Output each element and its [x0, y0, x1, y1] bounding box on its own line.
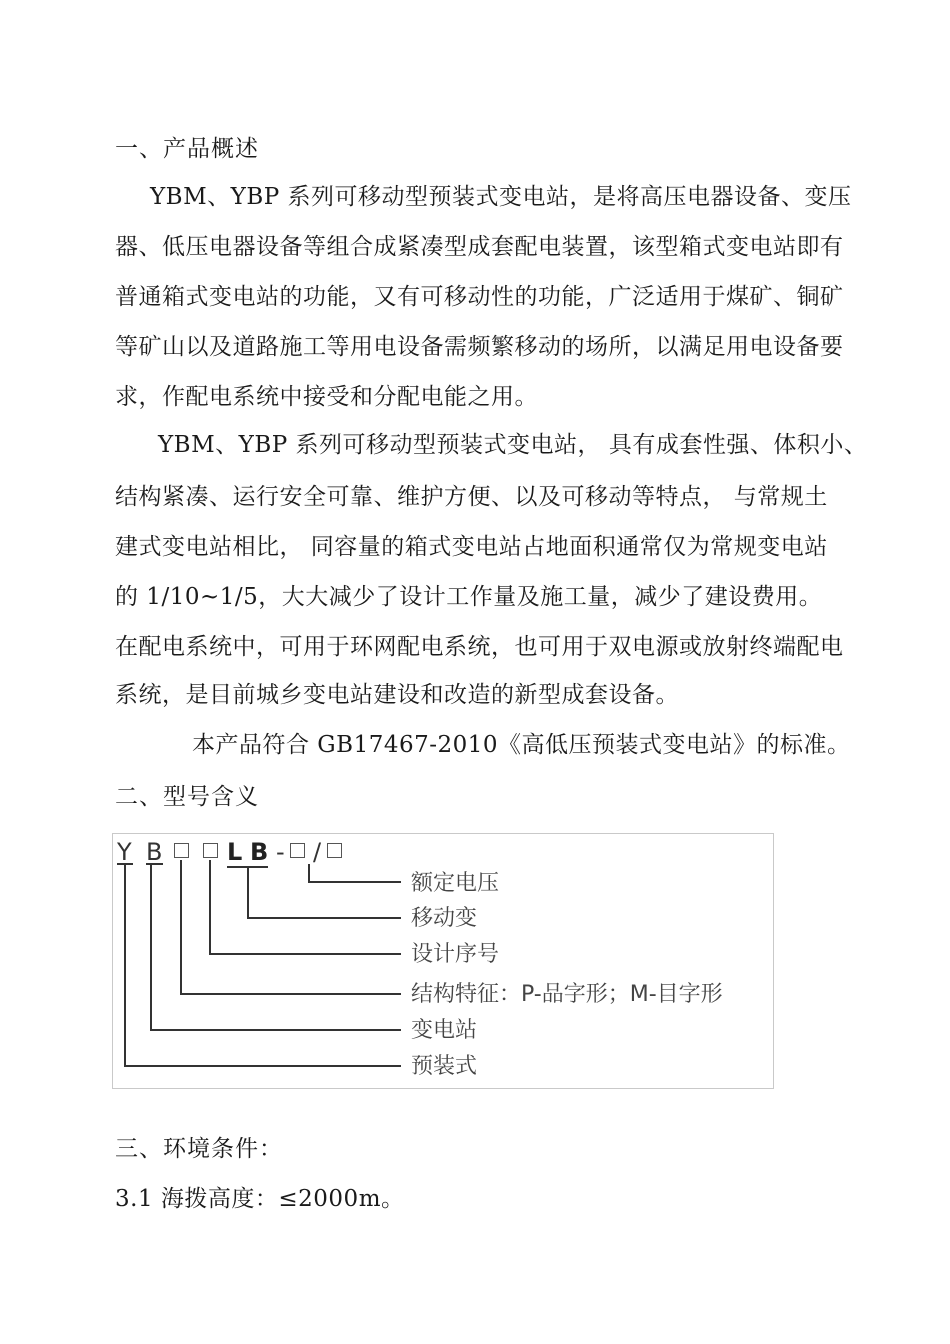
code-char-b: B: [146, 838, 163, 866]
paragraph-line: YBM、YBP 系列可移动型预装式变电站，是将高压电器设备、变压: [150, 184, 852, 210]
legend-substation: 变电站: [411, 1018, 478, 1043]
paragraph-line: 建式变电站相比， 同容量的箱式变电站占地面积通常仅为常规变电站: [115, 534, 828, 560]
paragraph-line: 等矿山以及道路施工等用电设备需频繁移动的场所，以满足用电设备要: [115, 334, 844, 360]
section-heading-model: 二、型号含义: [115, 784, 259, 810]
legend-design-serial: 设计序号: [411, 942, 500, 967]
legend-structure-feature: 结构特征：P-品字形；M-目字形: [411, 982, 723, 1007]
paragraph-line: 求，作配电系统中接受和分配电能之用。: [115, 384, 538, 410]
paragraph-line: 结构紧凑、运行安全可靠、维护方便、以及可移动等特点， 与常规土: [115, 484, 828, 510]
code-char-y: Y: [117, 838, 132, 866]
legend-prefabricated: 预装式: [411, 1054, 478, 1079]
paragraph-line: 系统，是目前城乡变电站建设和改造的新型成套设备。: [115, 682, 679, 708]
code-char-slash: /: [313, 838, 322, 866]
paragraph-line: 在配电系统中，可用于环网配电系统，也可用于双电源或放射终端配电: [115, 634, 844, 660]
paragraph-line: 普通箱式变电站的功能，又有可移动性的功能，广泛适用于煤矿、铜矿: [115, 284, 844, 310]
paragraph-line: YBM、YBP 系列可移动型预装式变电站， 具有成套性强、体积小、: [158, 432, 868, 458]
paragraph-line: 的 1/10~1/5，大大减少了设计工作量及施工量，减少了建设费用。: [115, 584, 823, 610]
paragraph-line: 器、低压电器设备等组合成紧凑型成套配电装置，该型箱式变电站即有: [115, 234, 844, 260]
code-char-l: L: [227, 838, 243, 866]
environment-item-altitude: 3.1 海拨高度：≤2000m。: [115, 1186, 405, 1212]
legend-mobile-transformer: 移动变: [411, 906, 478, 931]
code-char-b2: B: [250, 838, 269, 866]
code-char-dash: -: [276, 838, 285, 866]
legend-rated-voltage: 额定电压: [411, 871, 500, 896]
standard-statement: 本产品符合 GB17467-2010《高低压预装式变电站》的标准。: [192, 732, 851, 758]
section-heading-overview: 一、产品概述: [115, 136, 259, 162]
model-code-diagram: [112, 833, 774, 1089]
section-heading-environment: 三、环境条件：: [115, 1136, 283, 1162]
